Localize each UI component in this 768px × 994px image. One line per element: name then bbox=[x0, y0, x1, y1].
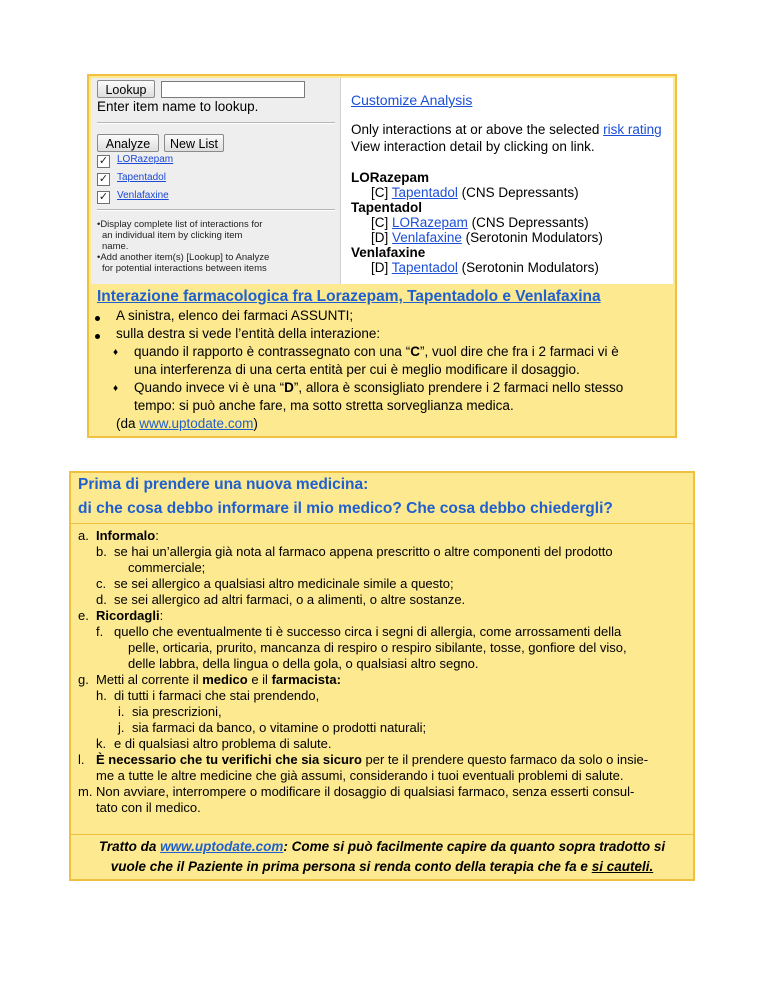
interaction-row: [D] Venlafaxine (Serotonin Modulators) bbox=[371, 230, 603, 245]
interaction-checker-screenshot bbox=[91, 78, 673, 286]
list-marker: i. bbox=[118, 704, 125, 719]
sub-bullet-text: quando il rapporto è contrassegnato con una “C”, vuol dire che fra i 2 farmaci vi è bbox=[134, 344, 619, 359]
diamond-bullet: ♦ bbox=[113, 383, 119, 394]
lookup-button[interactable]: Lookup bbox=[97, 80, 155, 98]
footer-line: Tratto da www.uptodate.com: Come si può facilmente capire da quanto sopra tradotto si bbox=[98, 839, 666, 854]
interaction-row: [D] Tapentadol (Serotonin Modulators) bbox=[371, 260, 599, 275]
view-detail-text: View interaction detail by clicking on link. bbox=[351, 139, 595, 154]
list-item: Metti al corrente il medico e il farmacista: bbox=[96, 672, 341, 687]
source-note: (da www.uptodate.com) bbox=[116, 416, 258, 431]
help-note: •Add another item(s) [Lookup] to Analyze bbox=[97, 252, 270, 263]
box-title: Interazione farmacologica fra Lorazepam, Tapentadolo e Venlafaxina bbox=[97, 288, 601, 305]
result-drug-heading: Venlafaxine bbox=[351, 245, 426, 260]
interaction-link[interactable]: LORazepam bbox=[392, 215, 468, 230]
list-item: Non avviare, interrompere o modificare il dosaggio di qualsiasi farmaco, senza esserti consul- bbox=[96, 784, 635, 799]
list-item: sia farmaci da banco, o vitamine o prodotti naturali; bbox=[132, 720, 427, 735]
list-item: quello che eventualmente ti è successo circa i segni di allergia, come arrossamenti della bbox=[114, 624, 622, 639]
list-marker: d. bbox=[96, 592, 107, 607]
item-link-venlafaxine[interactable]: Venlafaxine bbox=[117, 190, 169, 201]
item-checkbox[interactable]: ✓ bbox=[98, 191, 109, 203]
list-marker: f. bbox=[96, 624, 104, 639]
list-marker: m. bbox=[78, 784, 93, 799]
divider bbox=[97, 122, 335, 124]
bullet-dot bbox=[95, 334, 100, 339]
interaction-row: [C] Tapentadol (CNS Depressants) bbox=[371, 185, 579, 200]
bullet-text: sulla destra si vede l’entità della interazione: bbox=[116, 326, 381, 341]
list-item: Informalo: bbox=[96, 528, 159, 543]
list-item: tato con il medico. bbox=[96, 800, 201, 815]
divider bbox=[71, 523, 693, 524]
customize-analysis-link[interactable]: Customize Analysis bbox=[351, 92, 473, 108]
risk-rating-link[interactable]: risk rating bbox=[603, 122, 662, 137]
list-item: pelle, orticaria, prurito, mancanza di respiro o respiro sibilante, tosse, gonfiore del viso, bbox=[128, 640, 627, 655]
box-heading: di che cosa debbo informare il mio medico? Che cosa debbo chiedergli? bbox=[78, 500, 613, 517]
result-drug-heading: LORazepam bbox=[351, 170, 430, 185]
list-marker: k. bbox=[96, 736, 107, 751]
help-note: an individual item by clicking item bbox=[102, 230, 243, 241]
item-link-lorazepam[interactable]: LORazepam bbox=[117, 154, 174, 165]
list-marker: a. bbox=[78, 528, 89, 543]
analyze-button[interactable]: Analyze bbox=[97, 134, 159, 152]
list-item: di tutti i farmaci che stai prendendo, bbox=[114, 688, 320, 703]
list-marker: b. bbox=[96, 544, 107, 559]
list-marker: e. bbox=[78, 608, 89, 623]
list-item: commerciale; bbox=[128, 560, 206, 575]
list-marker: h. bbox=[96, 688, 107, 703]
list-item: se hai un’allergia già nota al farmaco appena prescritto o altre componenti del prodotto bbox=[114, 544, 613, 559]
bullet-dot bbox=[95, 316, 100, 321]
filter-text: Only interactions at or above the selected risk rating bbox=[351, 122, 662, 137]
list-item: e di qualsiasi altro problema di salute. bbox=[114, 736, 332, 751]
interaction-link[interactable]: Tapentadol bbox=[391, 185, 458, 200]
sub-bullet-text: Quando invece vi è una “D”, allora è sconsigliato prendere i 2 farmaci nello stesso bbox=[134, 380, 624, 395]
uptodate-link[interactable]: www.uptodate.com bbox=[160, 839, 284, 854]
footer-note bbox=[71, 834, 693, 879]
sub-bullet-text: tempo: si può anche fare, ma sotto stretta sorveglianza medica. bbox=[134, 398, 514, 413]
item-list-panel bbox=[91, 78, 341, 284]
list-item: delle labbra, della lingua o della gola, o qualsiasi altro segno. bbox=[128, 656, 479, 671]
list-item: È necessario che tu verifichi che sia sicuro per te il prendere questo farmaco da solo o insie- bbox=[96, 752, 649, 767]
list-marker: l. bbox=[78, 752, 85, 767]
item-link-tapentadol[interactable]: Tapentadol bbox=[117, 172, 166, 183]
list-item: se sei allergico a qualsiasi altro medicinale simile a questo; bbox=[114, 576, 454, 591]
interaction-row: [C] LORazepam (CNS Depressants) bbox=[371, 215, 589, 230]
help-note: •Display complete list of interactions for bbox=[97, 219, 263, 230]
bullet-text: A sinistra, elenco dei farmaci ASSUNTI; bbox=[116, 308, 354, 323]
divider bbox=[97, 209, 335, 211]
list-marker: g. bbox=[78, 672, 89, 687]
interaction-link[interactable]: Tapentadol bbox=[391, 260, 458, 275]
list-item: sia prescrizioni, bbox=[132, 704, 222, 719]
lookup-input[interactable] bbox=[161, 81, 305, 98]
uptodate-link[interactable]: www.uptodate.com bbox=[139, 416, 254, 431]
item-checkbox[interactable]: ✓ bbox=[98, 155, 109, 167]
list-marker: c. bbox=[96, 576, 107, 591]
advice-box bbox=[69, 471, 695, 881]
list-item: me a tutte le altre medicine che già assumi, considerando i tuoi eventuali problemi di salute. bbox=[96, 768, 624, 783]
new-list-button[interactable]: New List bbox=[164, 134, 224, 152]
help-note: for potential interactions between items bbox=[102, 263, 267, 274]
help-note: name. bbox=[102, 241, 129, 252]
results-panel bbox=[341, 78, 673, 284]
lookup-hint: Enter item name to lookup. bbox=[97, 99, 259, 114]
interaction-link[interactable]: Venlafaxine bbox=[392, 230, 462, 245]
drug-interaction-box bbox=[87, 74, 677, 438]
list-item: Ricordagli: bbox=[96, 608, 164, 623]
result-drug-heading: Tapentadol bbox=[351, 200, 423, 215]
item-checkbox[interactable]: ✓ bbox=[98, 173, 109, 185]
box-heading: Prima di prendere una nuova medicina: bbox=[78, 476, 369, 493]
list-item: se sei allergico ad altri farmaci, o a alimenti, o altre sostanze. bbox=[114, 592, 466, 607]
sub-bullet-text: una interferenza di una certa entità per cui è meglio modificare il dosaggio. bbox=[134, 362, 580, 377]
list-marker: j. bbox=[118, 720, 125, 735]
diamond-bullet: ♦ bbox=[113, 347, 119, 358]
footer-line: vuole che il Paziente in prima persona si renda conto della terapia che fa e si cauteli. bbox=[110, 859, 654, 874]
